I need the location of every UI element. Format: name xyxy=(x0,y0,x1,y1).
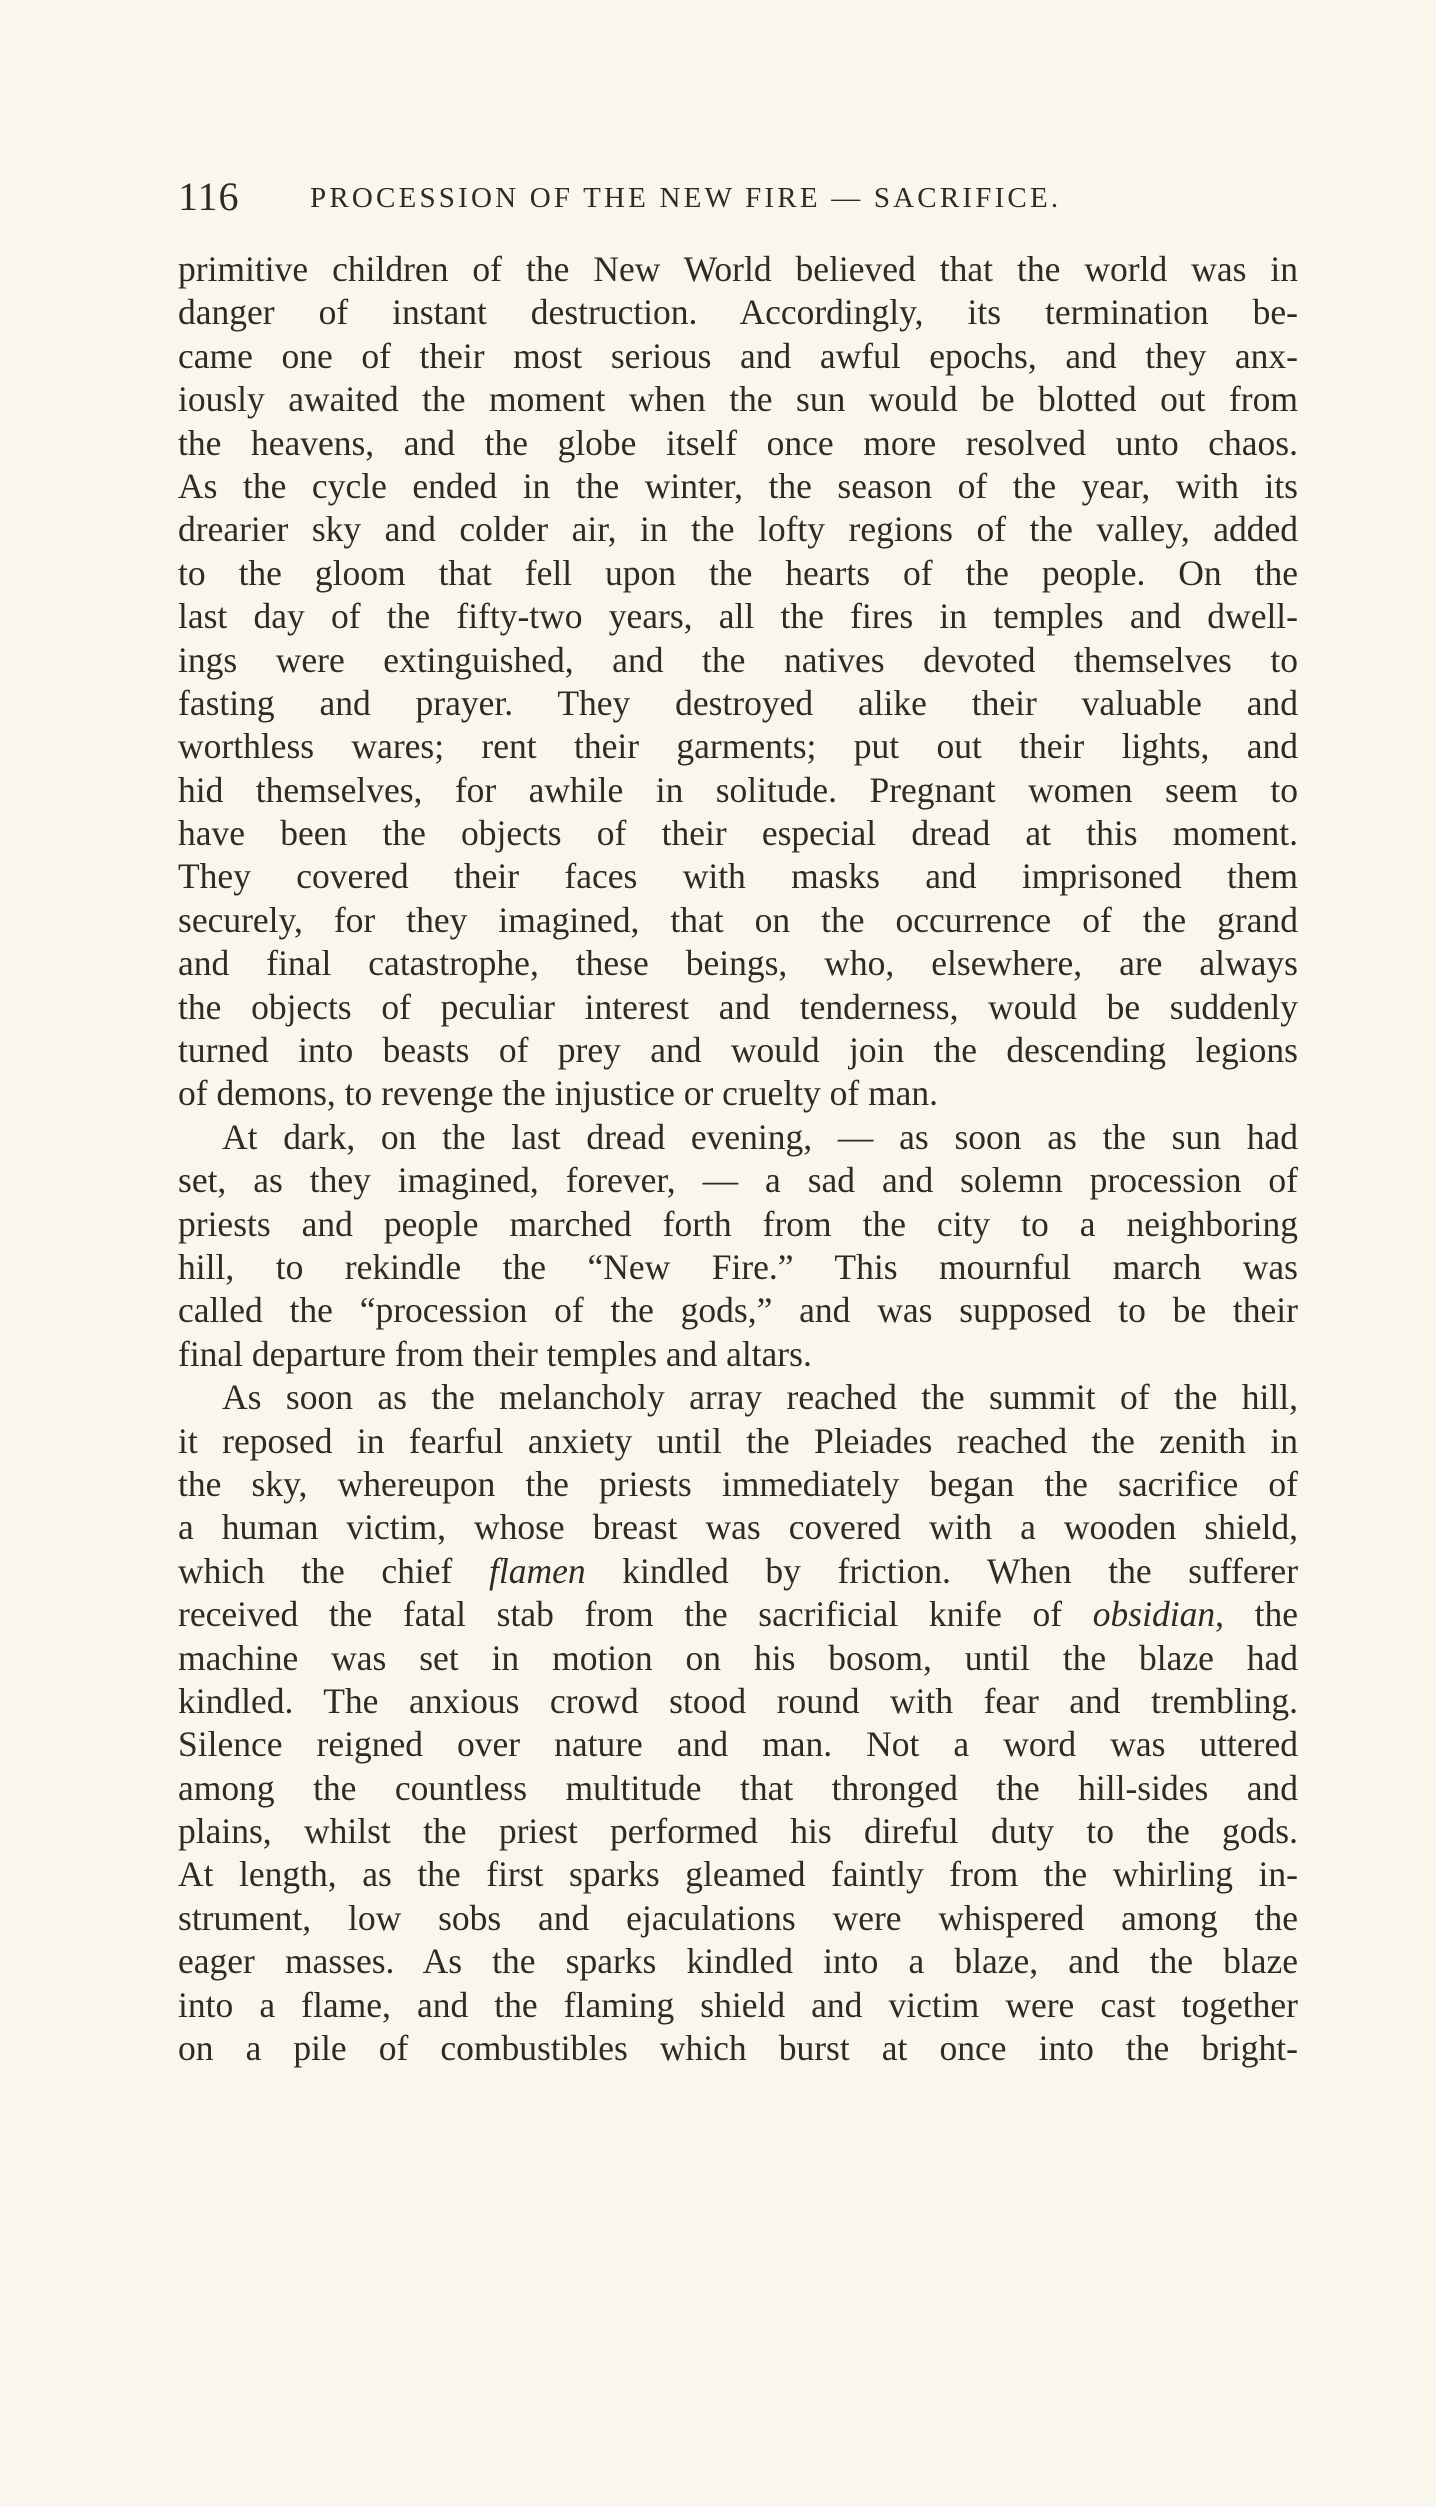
running-head xyxy=(178,172,1328,222)
text-line: strument, low sobs and ejaculations were whispered among the xyxy=(178,1897,1298,1938)
text-line: the objects of peculiar interest and tenderness, would be suddenly xyxy=(178,986,1298,1027)
text-line: plains, whilst the priest performed his direful duty to the gods. xyxy=(178,1811,1298,1852)
running-head-title: PROCESSION OF THE NEW FIRE — SACRIFICE. xyxy=(310,182,1062,214)
italic-term: flamen xyxy=(489,1550,586,1591)
text-line: called the “procession of the gods,” and was supposed to be their xyxy=(178,1290,1298,1331)
text-line: As the cycle ended in the winter, the season of the year, with its xyxy=(178,465,1298,506)
text-line: to the gloom that fell upon the hearts of the people. On the xyxy=(178,552,1298,593)
text-line: They covered their faces with masks and imprisoned them xyxy=(178,856,1298,897)
text-line xyxy=(178,1593,1298,1636)
text-line: fasting and prayer. They destroyed alike their valuable and xyxy=(178,682,1298,723)
text-line: last day of the fifty-two years, all the fires in temples and dwell- xyxy=(178,596,1298,637)
text-line: the sky, whereupon the priests immediately began the sacrifice of xyxy=(178,1463,1298,1504)
text-segment: received the fatal stab from the sacrificial knife of xyxy=(178,1594,1063,1635)
text-line: and final catastrophe, these beings, who, elsewhere, are always xyxy=(178,943,1298,984)
text-line xyxy=(178,1550,1298,1593)
text-line: At length, as the first sparks gleamed faintly from the whirling in- xyxy=(178,1854,1298,1895)
text-line: eager masses. As the sparks kindled into a blaze, and the blaze xyxy=(178,1941,1298,1982)
text-line: At dark, on the last dread evening, — as soon as the sun had xyxy=(222,1116,1298,1157)
text-line: the heavens, and the globe itself once more resolved unto chaos. xyxy=(178,422,1298,463)
text-line: of demons, to revenge the injustice or cruelty of man. xyxy=(178,1073,939,1114)
page-number: 116 xyxy=(178,174,240,219)
text-line: kindled. The anxious crowd stood round with fear and trembling. xyxy=(178,1680,1298,1721)
text-line: priests and people marched forth from the city to a neighboring xyxy=(178,1203,1298,1244)
text-line: hid themselves, for awhile in solitude. Pregnant women seem to xyxy=(178,769,1298,810)
text-line: on a pile of combustibles which burst at once into the bright- xyxy=(178,2028,1298,2069)
text-line: ings were extinguished, and the natives devoted themselves to xyxy=(178,639,1298,680)
text-line: securely, for they imagined, that on the occurrence of the grand xyxy=(178,899,1298,940)
text-segment: kindled by friction. When the sufferer xyxy=(622,1550,1298,1591)
text-line: set, as they imagined, forever, — a sad and solemn procession of xyxy=(178,1160,1298,1201)
text-line: it reposed in fearful anxiety until the Pleiades reached the zenith in xyxy=(178,1420,1298,1461)
text-line: have been the objects of their especial dread at this moment. xyxy=(178,813,1298,854)
text-line: drearier sky and colder air, in the lofty regions of the valley, added xyxy=(178,509,1298,550)
text-segment: , the xyxy=(1215,1594,1298,1635)
italic-term: obsidian xyxy=(1092,1594,1216,1635)
text-line: hill, to rekindle the “New Fire.” This mournful march was xyxy=(178,1246,1298,1287)
text-line: a human victim, whose breast was covered with a wooden shield, xyxy=(178,1507,1298,1548)
text-line: primitive children of the New World believed that the world was in xyxy=(178,249,1298,289)
text-line: Silence reigned over nature and man. Not a word was uttered xyxy=(178,1724,1298,1765)
text-line: danger of instant destruction. Accordingly, its termination be- xyxy=(178,292,1298,333)
text-line: iously awaited the moment when the sun would be blotted out from xyxy=(178,379,1298,420)
text-line: machine was set in motion on his bosom, until the blaze had xyxy=(178,1637,1298,1678)
text-segment: which the chief xyxy=(178,1550,453,1591)
text-line: into a flame, and the flaming shield and victim were cast together xyxy=(178,1984,1298,2025)
text-line: among the countless multitude that thronged the hill-sides and xyxy=(178,1767,1298,1808)
text-line: worthless wares; rent their garments; put out their lights, and xyxy=(178,726,1298,767)
text-line: turned into beasts of prey and would join the descending legions xyxy=(178,1030,1298,1071)
text-line: came one of their most serious and awful epochs, and they anx- xyxy=(178,335,1298,376)
text-line: As soon as the melancholy array reached the summit of the hill, xyxy=(222,1377,1298,1418)
body-text xyxy=(178,248,1298,2070)
text-line: final departure from their temples and altars. xyxy=(178,1333,812,1374)
